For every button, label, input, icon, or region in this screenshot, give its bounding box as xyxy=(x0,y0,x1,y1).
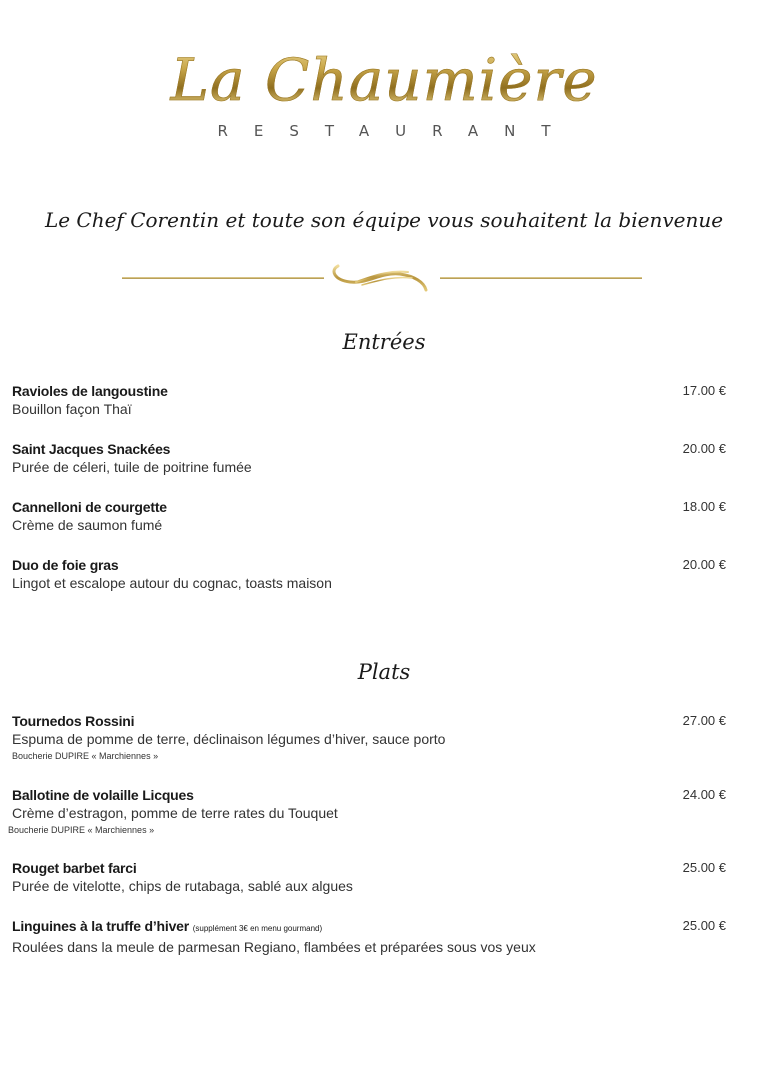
item-name: Saint Jacques Snackées xyxy=(12,441,171,457)
item-description: Roulées dans la meule de parmesan Regiano, flambées et préparées sous vos yeux xyxy=(12,939,536,955)
section-title-entrees: Entrées xyxy=(342,330,426,354)
item-description: Crème d’estragon, pomme de terre rates du Touquet xyxy=(12,805,338,821)
item-name-row xyxy=(12,917,726,938)
item-price: 25.00 € xyxy=(682,860,726,875)
item-note: (supplément 3€ en menu gourmand) xyxy=(192,924,323,933)
item-supplier: Boucherie DUPIRE « Marchiennes » xyxy=(8,825,155,835)
gold-flourish-icon xyxy=(328,262,434,294)
item-description: Espuma de pomme de terre, déclinaison légumes d’hiver, sauce porto xyxy=(12,731,446,747)
menu-item xyxy=(12,712,726,763)
welcome-message: Le Chef Corentin et toute son équipe vous souhaitent la bienvenue xyxy=(44,208,724,232)
item-description: Lingot et escalope autour du cognac, toasts maison xyxy=(12,575,332,591)
item-description: Crème de saumon fumé xyxy=(12,517,163,533)
item-supplier: Boucherie DUPIRE « Marchiennes » xyxy=(12,751,159,761)
item-name: Tournedos Rossini xyxy=(12,713,135,729)
item-price: 17.00 € xyxy=(682,383,726,398)
item-price: 27.00 € xyxy=(682,713,726,728)
menu-item xyxy=(12,382,726,419)
menu-item xyxy=(12,556,726,593)
logo-subtitle: RESTAURANT xyxy=(217,122,577,140)
menu-item xyxy=(12,859,726,896)
item-name: Linguines à la truffe d’hiver xyxy=(12,918,190,934)
logo-title: La Chaumière xyxy=(0,40,768,120)
item-name: Duo de foie gras xyxy=(12,557,119,573)
item-price: 24.00 € xyxy=(682,787,726,802)
item-name: Ravioles de langoustine xyxy=(12,383,168,399)
item-price: 20.00 € xyxy=(682,557,726,572)
menu-item xyxy=(8,786,726,837)
item-price: 18.00 € xyxy=(682,499,726,514)
item-description: Purée de céleri, tuile de poitrine fumée xyxy=(12,459,252,475)
divider-line-right xyxy=(440,277,642,279)
menu-item xyxy=(12,498,726,535)
item-name: Rouget barbet farci xyxy=(12,860,137,876)
item-price: 25.00 € xyxy=(682,918,726,933)
menu-item xyxy=(12,440,726,477)
divider-line-left xyxy=(122,277,324,279)
item-description: Purée de vitelotte, chips de rutabaga, sablé aux algues xyxy=(12,878,353,894)
section-title-plats: Plats xyxy=(357,660,411,684)
item-name: Ballotine de volaille Licques xyxy=(12,787,194,803)
item-description: Bouillon façon Thaï xyxy=(12,401,132,417)
item-name: Cannelloni de courgette xyxy=(12,499,167,515)
ornamental-divider xyxy=(122,262,642,292)
item-price: 20.00 € xyxy=(682,441,726,456)
restaurant-logo xyxy=(0,40,768,140)
menu-item xyxy=(12,917,726,957)
